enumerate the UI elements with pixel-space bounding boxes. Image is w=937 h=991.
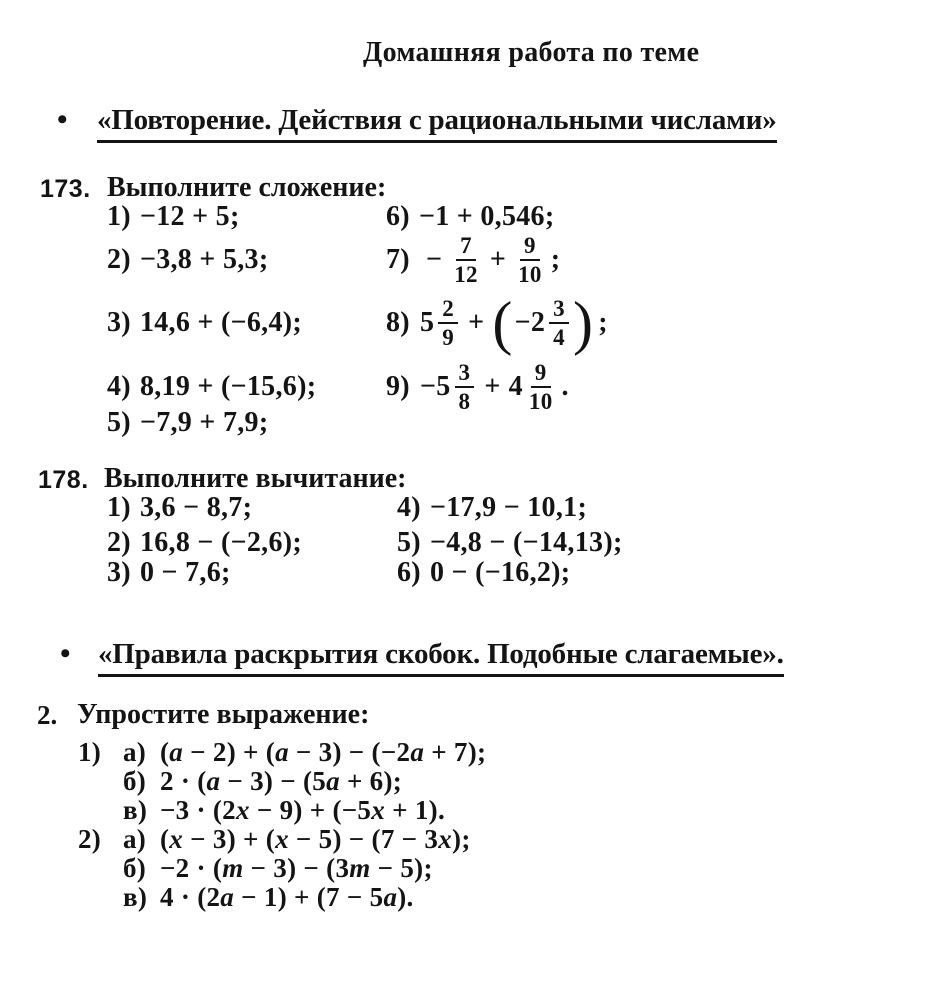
problem-173-instruction: Выполните сложение:	[107, 172, 387, 203]
item-2-2a	[78, 824, 471, 854]
letter-marker: в)	[123, 795, 148, 825]
item-marker: 6)	[386, 201, 410, 232]
item-expression: −5 $\frac{3}{8}$ + 4 $\frac{9}{10}$ .	[419, 359, 569, 414]
problem-2-instruction: Упростите выражение:	[77, 699, 370, 730]
item-marker: 2)	[107, 244, 131, 275]
item-expression: −1 + 0,546;	[418, 201, 555, 232]
item-marker: 5)	[397, 527, 421, 558]
item-178-3	[107, 557, 231, 589]
item-expression: −17,9 − 10,1;	[429, 492, 588, 523]
item-178-1	[107, 492, 252, 524]
item-173-2	[107, 244, 268, 276]
topic-1-title: «Повторение. Действия с рациональными числами»	[97, 103, 777, 143]
item-expression: −12 + 5;	[139, 201, 240, 232]
item-expression: −3 · (2x − 9) + (−5x + 1).	[160, 795, 445, 825]
item-marker: 5)	[107, 407, 131, 438]
letter-marker: в)	[123, 882, 148, 912]
group-marker	[78, 853, 123, 883]
item-marker: 3)	[107, 307, 131, 338]
item-178-5	[397, 527, 623, 559]
item-expression: 0 − 7,6;	[139, 557, 231, 588]
item-expression: (x − 3) + (x − 5) − (7 − 3x);	[160, 824, 471, 854]
item-expression: (a − 2) + (a − 3) − (−2a + 7);	[160, 737, 487, 767]
item-marker: 6)	[397, 557, 421, 588]
item-expression: − $\frac{7}{12}$ + $\frac{9}{10}$ ;	[425, 232, 561, 287]
item-2-2b	[78, 853, 433, 883]
item-marker: 4)	[107, 371, 131, 402]
problem-178-instruction: Выполните вычитание:	[104, 463, 407, 494]
letter-marker: б)	[123, 766, 147, 796]
group-marker	[78, 795, 123, 825]
item-marker: 8)	[386, 307, 410, 338]
item-marker: 1)	[107, 492, 131, 523]
item-expression: −3,8 + 5,3;	[139, 244, 269, 275]
item-2-1v	[78, 795, 445, 825]
letter-marker: б)	[123, 853, 147, 883]
item-173-7	[386, 228, 560, 292]
group-marker	[78, 882, 123, 912]
item-2-1a	[78, 737, 486, 767]
item-expression: 8,19 + (−15,6);	[139, 371, 317, 402]
item-178-4	[397, 492, 587, 524]
item-173-9	[386, 355, 569, 419]
item-173-4	[107, 371, 316, 403]
topic-2-title: «Правила раскрытия скобок. Подобные слагаемые».	[98, 637, 784, 677]
item-expression: −7,9 + 7,9;	[139, 407, 269, 438]
letter-marker: а)	[123, 737, 147, 767]
item-173-3	[107, 307, 302, 339]
page-title: Домашняя работа по теме	[363, 37, 700, 68]
item-expression: 16,8 − (−2,6);	[139, 527, 303, 558]
problem-2-number: 2.	[37, 700, 58, 730]
bullet-icon: •	[57, 103, 68, 136]
item-marker: 3)	[107, 557, 131, 588]
item-2-1b	[78, 766, 402, 796]
item-expression: −2 · (m − 3) − (3m − 5);	[160, 853, 433, 883]
item-expression: 3,6 − 8,7;	[139, 492, 253, 523]
topic-1-wrap	[97, 103, 777, 143]
item-marker: 4)	[397, 492, 421, 523]
group-marker: 2)	[78, 824, 102, 854]
item-173-8	[386, 285, 608, 361]
item-expression: 14,6 + (−6,4);	[139, 307, 303, 338]
item-expression: 0 − (−16,2);	[429, 557, 571, 588]
item-expression: 2 · (a − 3) − (5a + 6);	[160, 766, 403, 796]
item-marker: 9)	[386, 371, 410, 402]
item-marker: 2)	[107, 527, 131, 558]
group-marker	[78, 766, 123, 796]
item-expression: −4,8 − (−14,13);	[429, 527, 623, 558]
bullet-icon: •	[60, 637, 71, 670]
topic-2-wrap	[98, 637, 784, 677]
letter-marker: а)	[123, 824, 147, 854]
item-expression: 5 $\frac{2}{9}$ + ( −2 $\frac{3}{4}$ ) ;	[419, 290, 608, 356]
item-2-2v	[78, 882, 414, 912]
problem-178-number: 178.	[38, 466, 89, 494]
item-expression: 4 · (2a − 1) + (7 − 5a).	[160, 882, 414, 912]
item-marker: 7)	[386, 244, 410, 275]
item-marker: 1)	[107, 201, 131, 232]
item-178-6	[397, 557, 570, 589]
item-178-2	[107, 527, 302, 559]
item-173-1	[107, 201, 240, 233]
problem-173-number: 173.	[40, 175, 91, 203]
item-173-5	[107, 407, 268, 439]
group-marker: 1)	[78, 737, 102, 767]
